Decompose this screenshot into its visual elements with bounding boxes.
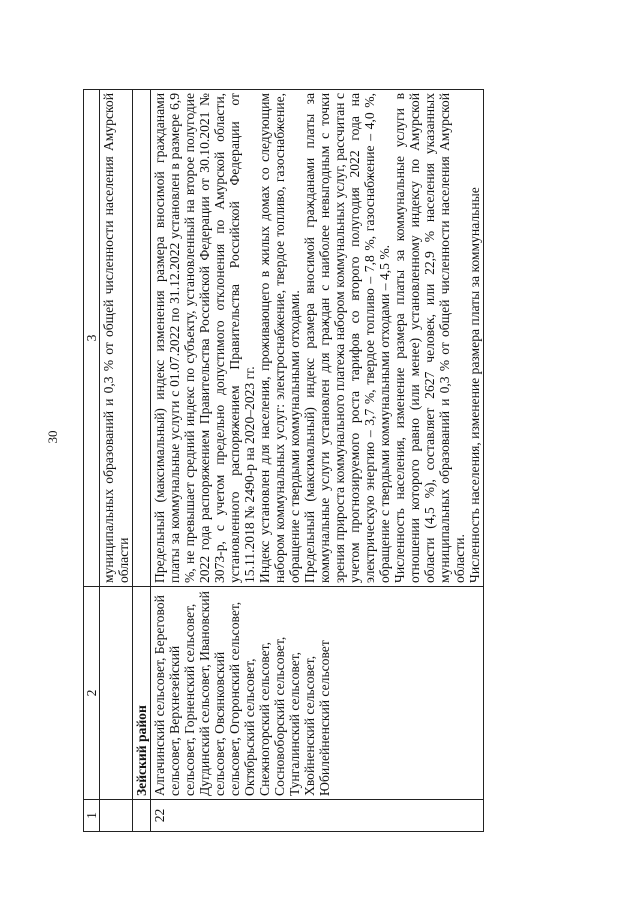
continuation-name-cell	[100, 587, 133, 800]
district-name: Зейский район	[133, 587, 151, 800]
header-col-2: 2	[84, 587, 100, 800]
paragraph-tariff-growth: Предельный (максимальный) индекс размера вносимой гражданами платы за коммунальные услуги установлен для граждан с наиболее невыгодным с точки зрения прироста коммунального платежа набором коммунальных услуг, рассчитан с учетом прогнозируемого роста тарифов со второго полугодия 2022 года на электрическую энергию – 3,7 %, твердое топливо – 7,8 %, газоснабжение – 4,0 %, обращение с твердыми коммунальными отходами – 4,5 %.	[302, 93, 392, 583]
municipalities-list: Алгачинский сельсовет, Береговой сельсовет, Верхнезейский сельсовет, Горненский сельсовет, Дугдинский сельсовет, Ивановский сельсовет, Овсянковский сельсовет, Огоронский сельсовет, Октябрьский сельсовет, Снежногорский сельсовет, Сосновоборский сельсовет, Тунгалинский сельсовет, Хвойненский сельсовет, Юбилейненский сельсовет	[151, 587, 484, 800]
table-row	[151, 90, 484, 832]
row-description	[151, 90, 484, 587]
header-col-3: 3	[84, 90, 100, 587]
table-header-row	[84, 90, 100, 832]
paragraph-services-set: Индекс установлен для населения, проживающего в жилых домах со следующим набором коммунальных услуг: электроснабжение, твердое топливо, газоснабжение, обращение с твердыми коммунальными отходами.	[257, 93, 302, 583]
row-number: 22	[151, 800, 484, 832]
continuation-row	[100, 90, 133, 832]
district-num-cell	[133, 800, 151, 832]
paragraph-population-above: Численность населения, изменение размера платы за коммунальные	[467, 187, 482, 583]
paragraph-population-below: Численность населения, изменение размера платы за коммунальные услуги в отношении которого равно (или менее) установленному индексу по Амурской области (4,5 %), составляет 2627 человек, или 22,9 % населения указанных муниципальных образований и 0,3 % от общей численности населения Амурской области.	[392, 93, 467, 583]
page-number: 30	[45, 430, 60, 444]
rotated-table-area	[83, 90, 566, 832]
district-empty-cell	[133, 90, 151, 587]
paragraph-index-size: Предельный (максимальный) индекс изменения размера вносимой гражданами платы за коммунальные услуги с 01.07.2022 по 31.12.2022 установлен в размере 6,9 %, не превышает средний индекс по субъекту, установленный на второе полугодие 2022 года распоряжением Правительства Российской Федерации от 30.10.2021 № 3073-р, с учетом предельно допустимого отклонения по Амурской области, установленного распоряжением Правительства Российской Федерации от 15.11.2018 № 2490-р на 2020–2023 гг.	[152, 93, 257, 583]
continuation-text: муниципальных образований и 0,3 % от общей численности населения Амурской области	[100, 90, 133, 587]
header-col-1: 1	[84, 800, 100, 832]
municipal-index-table	[83, 89, 484, 832]
continuation-num-cell	[100, 800, 133, 832]
district-row	[133, 90, 151, 832]
